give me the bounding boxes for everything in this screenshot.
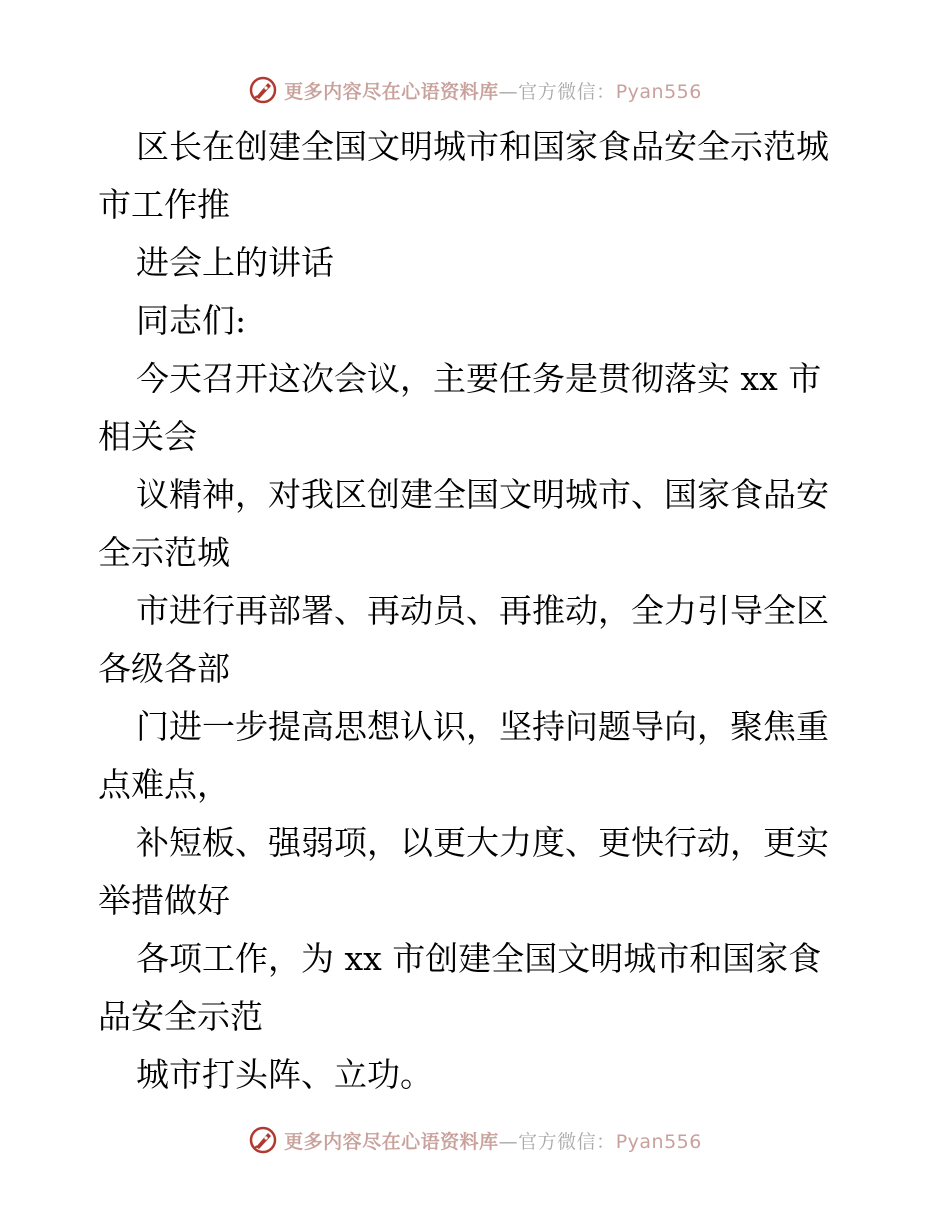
text-line: 相关会 [98, 417, 197, 456]
text-line: 各级各部 [98, 649, 230, 688]
pen-nib-logo-icon [248, 1125, 278, 1155]
footer-banner-account: Pyan556 [615, 1130, 702, 1153]
header-banner-title: 更多内容尽在心语资料库 [284, 80, 499, 103]
pen-nib-logo-icon [248, 75, 278, 105]
text-line: 市工作推 [98, 185, 230, 224]
header-banner-text [284, 77, 702, 104]
footer-banner-text [284, 1127, 702, 1154]
text-line: 进会上的讲话 [136, 243, 334, 282]
header-banner-account: Pyan556 [615, 80, 702, 103]
document-body [98, 118, 858, 1104]
header-banner [0, 70, 950, 110]
text-line: 举措做好 [98, 881, 230, 920]
text-line: 今天召开这次会议，主要任务是贯彻落实 xx 市 [136, 359, 822, 398]
text-line: 区长在创建全国文明城市和国家食品安全示范城 [136, 127, 829, 166]
text-line: 同志们: [136, 301, 247, 340]
text-line: 点难点， [98, 765, 230, 804]
text-line: 全示范城 [98, 533, 230, 572]
text-line: 市进行再部署、再动员、再推动，全力引导全区 [136, 591, 829, 630]
footer-banner-title: 更多内容尽在心语资料库 [284, 1130, 499, 1153]
text-line: 门进一步提高思想认识，坚持问题导向，聚焦重 [136, 707, 829, 746]
text-line: 补短板、强弱项，以更大力度、更快行动，更实 [136, 823, 829, 862]
text-line: 品安全示范 [98, 997, 263, 1036]
text-line: 各项工作，为 xx 市创建全国文明城市和国家食 [136, 939, 822, 978]
footer-banner-label: —官方微信： [498, 1130, 616, 1153]
footer-banner [0, 1120, 950, 1160]
header-banner-label: —官方微信： [498, 80, 616, 103]
text-line: 议精神，对我区创建全国文明城市、国家食品安 [136, 475, 829, 514]
text-line: 城市打头阵、立功。 [136, 1055, 433, 1094]
